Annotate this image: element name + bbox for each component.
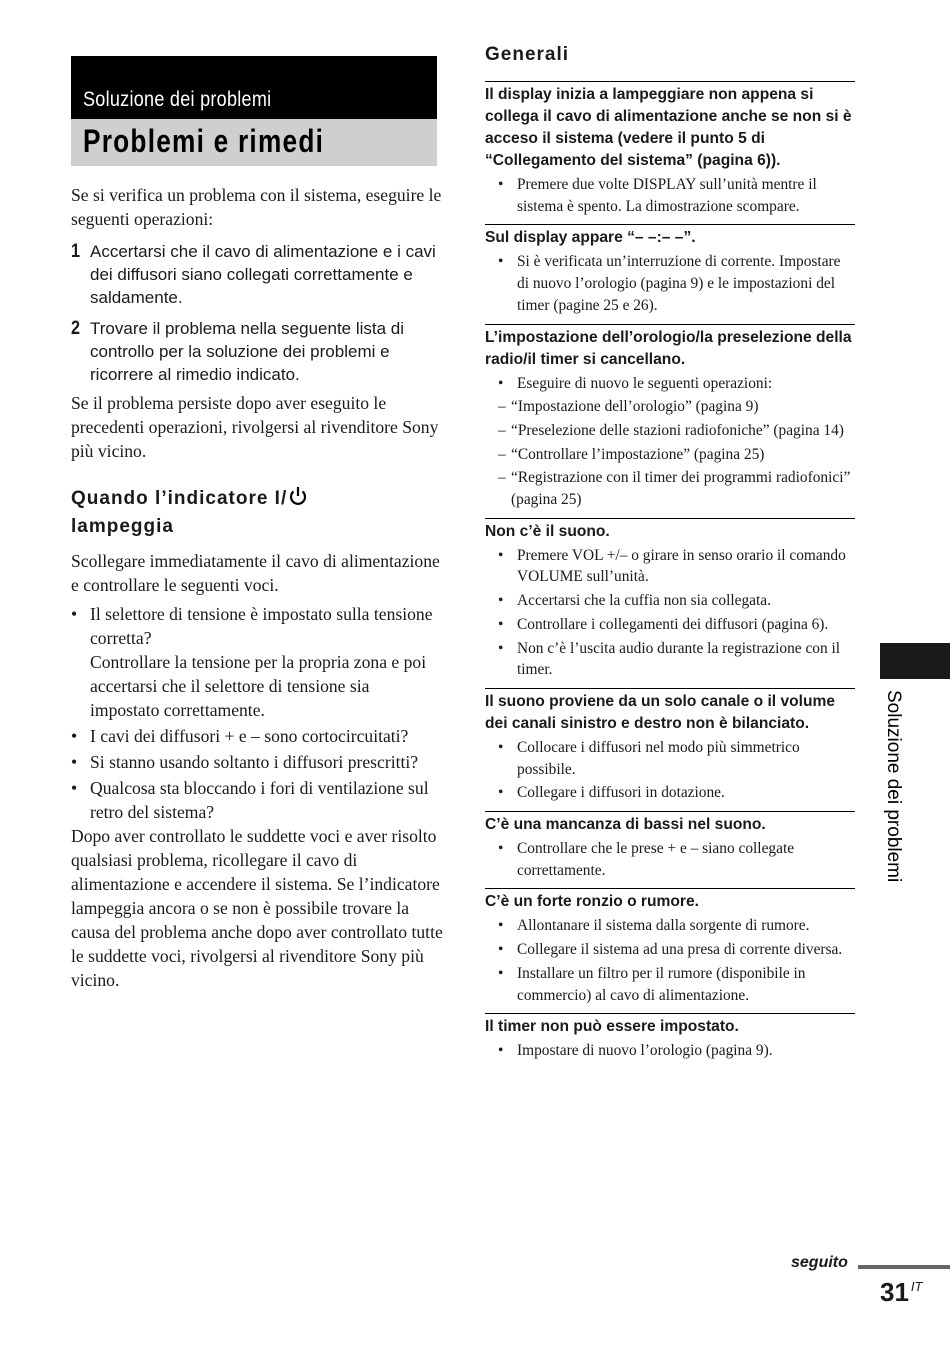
problem-heading: C’è un forte ronzio o rumore.: [485, 893, 699, 911]
page-title-bar: [71, 119, 437, 166]
remedy-list: [485, 915, 855, 1006]
remedy-item: • Eseguire di nuovo le seguenti operazioni:: [498, 373, 855, 395]
remedy-list: [485, 373, 855, 511]
step-text: Accertarsi che il cavo di alimentazione e i cavi dei diffusori siano collegati correttamente e saldamente.: [90, 242, 436, 307]
indicator-intro: Scollegare immediatamente il cavo di alimentazione e controllare le seguenti voci.: [71, 551, 440, 595]
step-1: [71, 240, 443, 309]
problem-heading: L’impostazione dell’orologio/la preselezione della radio/il timer si cancellano.: [485, 328, 852, 368]
problem-heading: C’è una mancanza di bassi nel suono.: [485, 816, 766, 834]
left-column: [71, 183, 443, 992]
remedy-list: [485, 174, 855, 217]
indicator-heading-text: Quando l’indicatore I/: [71, 488, 288, 509]
trouble-item: [485, 811, 855, 888]
intro-paragraph: Se si verifica un problema con il sistema, eseguire le seguenti operazioni:: [71, 185, 442, 229]
indicator-heading-text-2: lampeggia: [71, 516, 174, 537]
language-code: IT: [910, 1279, 923, 1294]
trouble-item: [485, 324, 855, 518]
check-note: Controllare la tensione per la propria zona e poi accertarsi che il selettore di tensione sia impostato correttamente.: [90, 652, 427, 720]
remedy-list: [485, 251, 855, 316]
problem-heading: Il display inizia a lampeggiare non appena si collega il cavo di alimentazione anche se non si è acceso il sistema (vedere il punto 5 di “Collegamento del sistema” (pagina 6)).: [485, 86, 852, 169]
section-header-bar: [71, 56, 437, 119]
problem-heading: Sul display appare “– –:– –”.: [485, 229, 696, 247]
power-standby-icon: [289, 486, 307, 506]
page-number: [880, 1277, 922, 1308]
troubleshooting-list: [485, 81, 855, 1069]
remedy-item: • Non c’è l’uscita audio durante la registrazione con il timer.: [498, 638, 855, 681]
continued-rule: [858, 1265, 950, 1269]
remedy-item: • Si è verificata un’interruzione di corrente. Impostare di nuovo l’orologio (pagina 9) e le impostazioni del timer (pagine 25 e 26).: [498, 251, 855, 316]
page-number-value: 31: [880, 1277, 909, 1307]
closing-paragraph: Dopo aver controllato le suddette voci e aver risolto qualsiasi problema, ricollegare il cavo di alimentazione e accendere il sistema. Se l’indicatore lampeggia ancora o se non è possibile trovare la causa del problema anche dopo aver controllato tutte le suddette voci, rivolgersi al rivenditore Sony più vicino.: [71, 826, 443, 990]
list-item: • Qualcosa sta bloccando i fori di ventilazione sul retro del sistema?: [71, 776, 443, 824]
continued-label: seguito: [791, 1254, 848, 1271]
remedy-item: • Collegare i diffusori in dotazione.: [498, 782, 855, 804]
step-number: 1: [71, 241, 80, 262]
step-text: Trovare il problema nella seguente lista di controllo per la soluzione dei problemi e ricorrere al rimedio indicato.: [90, 319, 405, 384]
remedy-item: • Controllare che le prese + e – siano collegate correttamente.: [498, 838, 855, 881]
side-tab-label: Soluzione dei problemi: [883, 690, 904, 883]
step-number: 2: [71, 318, 80, 339]
trouble-item: [485, 518, 855, 688]
step-2: [71, 317, 443, 386]
trouble-item: [485, 888, 855, 1013]
remedy-item: • Collocare i diffusori nel modo più simmetrico possibile.: [498, 737, 855, 780]
right-column: [485, 40, 855, 1069]
remedy-subitem: – “Preselezione delle stazioni radiofoniche” (pagina 14): [498, 420, 855, 442]
list-item: • I cavi dei diffusori + e – sono cortocircuitati?: [71, 724, 443, 748]
list-item: [71, 602, 443, 722]
remedy-list: [485, 1040, 855, 1062]
page-title: Problemi e rimedi: [83, 123, 325, 159]
list-item: • Si stanno usando soltanto i diffusori prescritti?: [71, 750, 443, 774]
remedy-item: • Premere due volte DISPLAY sull’unità mentre il sistema è spento. La dimostrazione scompare.: [498, 174, 855, 217]
problem-heading: Non c’è il suono.: [485, 522, 610, 540]
trouble-item: [485, 688, 855, 811]
remedy-item: • Accertarsi che la cuffia non sia collegata.: [498, 590, 855, 612]
trouble-item: [485, 224, 855, 323]
section-heading: Generali: [485, 44, 570, 65]
remedy-subitem: – “Impostazione dell’orologio” (pagina 9): [498, 396, 855, 418]
check-list: [71, 602, 443, 824]
indicator-heading: [71, 485, 443, 541]
check-text: Il selettore di tensione è impostato sulla tensione corretta?: [90, 604, 433, 648]
remedy-subitem: – “Registrazione con il timer dei programmi radiofonici” (pagina 25): [498, 467, 855, 510]
remedy-item: • Premere VOL +/– o girare in senso orario il comando VOLUME sull’unità.: [498, 545, 855, 588]
remedy-item: • Controllare i collegamenti dei diffusori (pagina 6).: [498, 614, 855, 636]
trouble-item: [485, 1013, 855, 1069]
trouble-item: [485, 81, 855, 224]
side-tab-marker: [880, 643, 950, 679]
problem-heading: Il timer non può essere impostato.: [485, 1018, 739, 1036]
remedy-item: • Installare un filtro per il rumore (disponibile in commercio) al cavo di alimentazione.: [498, 963, 855, 1006]
remedy-item: • Allontanare il sistema dalla sorgente di rumore.: [498, 915, 855, 937]
remedy-item: • Collegare il sistema ad una presa di corrente diversa.: [498, 939, 855, 961]
problem-heading: Il suono proviene da un solo canale o il volume dei canali sinistro e destro non è bilanciato.: [485, 692, 836, 732]
remedy-subitem: – “Controllare l’impostazione” (pagina 25): [498, 444, 855, 466]
remedy-list: [485, 838, 855, 881]
remedy-list: [485, 737, 855, 804]
remedy-item: • Impostare di nuovo l’orologio (pagina 9).: [498, 1040, 855, 1062]
section-title: Soluzione dei problemi: [83, 88, 272, 111]
remedy-list: [485, 545, 855, 681]
persist-paragraph: Se il problema persiste dopo aver eseguito le precedenti operazioni, rivolgersi al rivenditore Sony più vicino.: [71, 393, 439, 461]
